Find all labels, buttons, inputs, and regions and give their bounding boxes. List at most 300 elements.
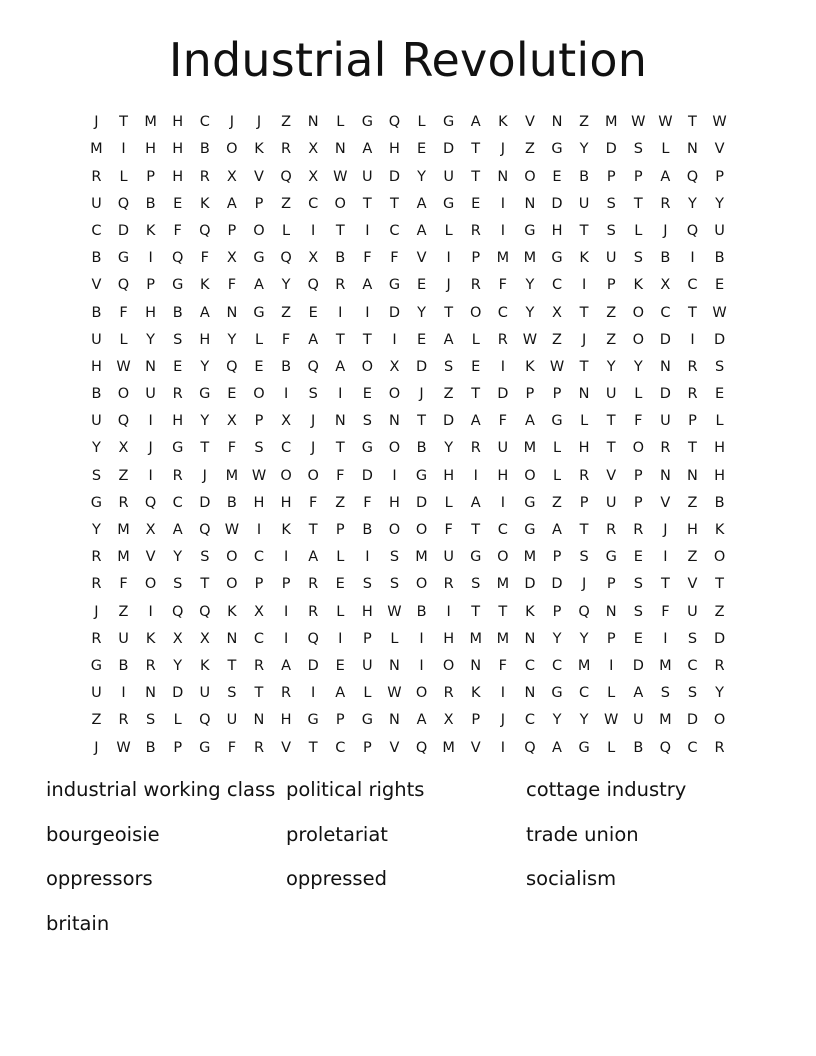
grid-cell[interactable]: J [311,440,316,457]
grid-cell[interactable]: Z [281,304,292,321]
grid-cell[interactable]: M [225,467,239,484]
grid-cell[interactable]: L [254,331,264,348]
grid-cell[interactable]: T [335,222,345,239]
grid-cell[interactable]: E [362,386,372,403]
grid-cell[interactable]: P [254,195,264,212]
grid-cell[interactable]: L [444,222,453,239]
grid-cell[interactable]: N [145,358,157,375]
grid-cell[interactable]: T [200,440,210,457]
grid-cell[interactable]: Q [659,739,672,756]
grid-cell[interactable]: G [443,195,455,212]
grid-cell[interactable]: R [687,358,698,375]
grid-cell[interactable]: V [606,467,617,484]
grid-cell[interactable]: X [172,630,183,647]
grid-cell[interactable]: S [91,467,102,484]
grid-cell[interactable]: B [281,358,292,375]
grid-cell[interactable]: I [365,222,370,239]
grid-cell[interactable]: D [605,141,617,158]
grid-cell[interactable]: W [604,712,619,729]
grid-cell[interactable]: A [660,168,671,185]
grid-cell[interactable]: K [200,277,210,294]
grid-cell[interactable]: F [634,413,643,430]
grid-cell[interactable]: X [145,522,156,539]
grid-cell[interactable]: V [524,114,535,131]
grid-cell[interactable]: K [525,603,535,620]
grid-cell[interactable]: E [633,549,643,566]
grid-cell[interactable]: N [470,657,482,674]
grid-cell[interactable]: S [471,576,481,593]
grid-cell[interactable]: R [308,576,319,593]
grid-cell[interactable]: X [308,168,319,185]
grid-cell[interactable]: F [200,250,209,267]
grid-cell[interactable]: Z [579,114,590,131]
grid-cell[interactable]: A [281,657,292,674]
grid-cell[interactable]: S [687,685,698,702]
grid-cell[interactable]: M [523,250,537,267]
grid-cell[interactable]: X [443,712,454,729]
grid-cell[interactable]: F [498,413,507,430]
grid-cell[interactable]: P [281,576,291,593]
grid-cell[interactable]: B [335,250,346,267]
grid-cell[interactable]: Q [199,222,211,239]
grid-cell[interactable]: N [497,168,509,185]
grid-cell[interactable]: Z [606,304,617,321]
grid-cell[interactable]: O [117,386,130,403]
grid-cell[interactable]: J [419,386,424,403]
grid-cell[interactable]: V [416,250,427,267]
grid-cell[interactable]: T [362,331,372,348]
grid-cell[interactable]: A [470,114,481,131]
grid-cell[interactable]: O [307,467,319,484]
grid-cell[interactable]: U [145,386,156,403]
grid-cell[interactable]: T [200,576,210,593]
grid-cell[interactable]: O [253,222,265,239]
grid-cell[interactable]: P [362,739,372,756]
grid-cell[interactable]: R [145,657,156,674]
grid-cell[interactable]: I [148,603,153,620]
grid-cell[interactable]: P [525,386,535,403]
grid-cell[interactable]: H [172,141,184,158]
grid-cell[interactable]: P [606,630,616,647]
grid-cell[interactable]: U [497,440,509,457]
grid-cell[interactable]: N [659,358,671,375]
grid-cell[interactable]: Z [524,141,535,158]
grid-cell[interactable]: T [579,522,589,539]
grid-cell[interactable]: P [254,576,264,593]
grid-cell[interactable]: E [173,195,183,212]
grid-cell[interactable]: A [416,195,427,212]
grid-cell[interactable]: H [389,494,400,511]
grid-cell[interactable]: O [361,358,374,375]
grid-cell[interactable]: T [417,413,426,430]
grid-cell[interactable]: I [500,195,505,212]
grid-cell[interactable]: U [714,222,725,239]
grid-cell[interactable]: C [253,630,265,647]
grid-cell[interactable]: R [660,195,671,212]
grid-cell[interactable]: J [500,712,505,729]
grid-cell[interactable]: G [551,141,563,158]
grid-cell[interactable]: H [714,467,726,484]
grid-cell[interactable]: V [470,739,481,756]
grid-cell[interactable]: D [551,576,563,593]
grid-cell[interactable]: Y [173,549,183,566]
grid-cell[interactable]: W [224,522,240,539]
grid-cell[interactable]: H [578,440,590,457]
grid-cell[interactable]: I [500,358,505,375]
grid-cell[interactable]: T [119,114,128,131]
grid-cell[interactable]: A [254,277,264,294]
grid-cell[interactable]: G [524,222,536,239]
grid-cell[interactable]: G [253,304,265,321]
grid-cell[interactable]: R [687,386,698,403]
grid-cell[interactable]: U [443,168,454,185]
grid-cell[interactable]: I [419,630,424,647]
grid-cell[interactable]: P [606,277,616,294]
grid-cell[interactable]: U [91,685,102,702]
grid-cell[interactable]: T [471,522,481,539]
grid-cell[interactable]: I [581,277,587,294]
grid-cell[interactable]: Y [417,168,426,185]
grid-cell[interactable]: N [687,467,698,484]
grid-cell[interactable]: V [660,494,671,511]
grid-cell[interactable]: C [687,277,698,294]
grid-cell[interactable]: J [581,331,587,348]
grid-cell[interactable]: I [663,549,668,566]
grid-cell[interactable]: J [446,277,451,294]
grid-cell[interactable]: H [389,141,400,158]
grid-cell[interactable]: G [524,522,536,539]
grid-cell[interactable]: N [389,657,400,674]
grid-cell[interactable]: O [415,576,428,593]
grid-cell[interactable]: Z [714,603,725,620]
grid-cell[interactable]: F [363,250,372,267]
grid-cell[interactable]: T [498,603,508,620]
grid-cell[interactable]: Z [687,494,698,511]
grid-cell[interactable]: M [496,250,510,267]
grid-cell[interactable]: I [121,141,126,158]
grid-cell[interactable]: L [336,603,345,620]
grid-cell[interactable]: B [226,494,237,511]
grid-cell[interactable]: X [308,141,319,158]
grid-cell[interactable]: F [390,250,399,267]
grid-cell[interactable]: V [281,739,292,756]
grid-cell[interactable]: R [199,168,210,185]
grid-cell[interactable]: F [309,494,318,511]
grid-cell[interactable]: W [549,358,565,375]
grid-cell[interactable]: C [497,304,508,321]
grid-cell[interactable]: H [172,168,184,185]
grid-cell[interactable]: C [308,195,319,212]
grid-cell[interactable]: D [388,304,401,321]
grid-cell[interactable]: I [500,494,505,511]
grid-cell[interactable]: Y [91,440,101,457]
grid-cell[interactable]: S [633,141,643,158]
grid-cell[interactable]: J [94,114,99,131]
grid-cell[interactable]: N [524,685,536,702]
grid-cell[interactable]: N [578,386,590,403]
grid-cell[interactable]: L [661,141,670,158]
grid-cell[interactable]: W [712,114,727,131]
grid-cell[interactable]: Q [307,358,319,375]
grid-cell[interactable]: J [663,522,668,539]
grid-cell[interactable]: L [607,685,616,702]
grid-cell[interactable]: Y [146,331,156,348]
grid-cell[interactable]: I [283,630,289,647]
grid-cell[interactable]: R [443,685,454,702]
grid-cell[interactable]: B [145,739,156,756]
grid-cell[interactable]: Y [552,630,562,647]
grid-cell[interactable]: J [500,141,505,158]
grid-cell[interactable]: L [363,685,372,702]
grid-cell[interactable]: G [578,739,590,756]
grid-cell[interactable]: S [633,250,643,267]
grid-cell[interactable]: Y [200,413,210,430]
grid-cell[interactable]: W [387,603,402,620]
grid-cell[interactable]: O [415,685,428,702]
grid-cell[interactable]: R [253,739,265,756]
grid-cell[interactable]: Q [280,168,292,185]
grid-cell[interactable]: Y [525,277,535,294]
grid-cell[interactable]: I [392,467,397,484]
grid-cell[interactable]: O [280,467,292,484]
grid-cell[interactable]: F [119,304,128,321]
grid-cell[interactable]: I [446,250,451,267]
grid-cell[interactable]: V [714,141,725,158]
grid-cell[interactable]: T [579,222,589,239]
grid-cell[interactable]: Q [686,168,699,185]
grid-cell[interactable]: A [308,331,319,348]
grid-cell[interactable]: U [91,331,102,348]
grid-cell[interactable]: P [715,168,724,185]
grid-cell[interactable]: W [631,114,646,131]
grid-cell[interactable]: I [500,222,505,239]
grid-cell[interactable]: B [416,603,427,620]
grid-cell[interactable]: I [446,603,451,620]
grid-cell[interactable]: A [470,494,481,511]
grid-cell[interactable]: Z [687,549,698,566]
grid-cell[interactable]: J [663,222,668,239]
grid-cell[interactable]: D [388,168,401,185]
grid-cell[interactable]: H [280,712,292,729]
grid-cell[interactable]: U [118,630,129,647]
grid-cell[interactable]: Z [91,712,102,729]
grid-cell[interactable]: Y [606,358,616,375]
grid-cell[interactable]: N [605,603,617,620]
grid-cell[interactable]: X [660,277,671,294]
grid-cell[interactable]: A [362,141,373,158]
grid-cell[interactable]: Q [388,114,401,131]
grid-cell[interactable]: K [145,630,156,647]
grid-cell[interactable]: R [118,712,129,729]
grid-cell[interactable]: Y [525,304,535,321]
grid-cell[interactable]: P [471,250,481,267]
grid-cell[interactable]: O [144,576,157,593]
grid-cell[interactable]: Z [552,494,562,511]
grid-cell[interactable]: R [281,141,292,158]
grid-cell[interactable]: H [172,413,184,430]
grid-cell[interactable]: K [200,657,210,674]
grid-cell[interactable]: Q [171,250,184,267]
grid-cell[interactable]: Z [118,603,129,620]
grid-cell[interactable]: A [633,685,644,702]
grid-cell[interactable]: O [388,522,401,539]
grid-cell[interactable]: V [145,549,156,566]
grid-cell[interactable]: B [416,440,427,457]
grid-cell[interactable]: Q [199,522,211,539]
grid-cell[interactable]: I [473,467,478,484]
grid-cell[interactable]: U [199,685,211,702]
grid-cell[interactable]: Q [415,739,428,756]
grid-cell[interactable]: R [281,685,292,702]
grid-cell[interactable]: N [524,195,536,212]
grid-cell[interactable]: D [632,657,644,674]
grid-cell[interactable]: F [173,222,182,239]
grid-cell[interactable]: W [116,358,131,375]
grid-cell[interactable]: N [226,304,238,321]
grid-cell[interactable]: S [362,413,372,430]
grid-cell[interactable]: T [335,331,345,348]
grid-cell[interactable]: X [281,413,292,430]
grid-cell[interactable]: W [522,331,538,348]
grid-cell[interactable]: R [443,576,454,593]
grid-cell[interactable]: R [172,386,183,403]
grid-cell[interactable]: O [524,168,536,185]
grid-cell[interactable]: G [524,494,536,511]
grid-cell[interactable]: M [90,141,103,158]
grid-cell[interactable]: H [714,440,726,457]
grid-cell[interactable]: Z [118,467,129,484]
grid-cell[interactable]: M [496,576,510,593]
grid-cell[interactable]: D [172,685,184,702]
grid-cell[interactable]: Z [281,195,292,212]
grid-cell[interactable]: U [578,195,590,212]
grid-cell[interactable]: B [660,250,671,267]
grid-cell[interactable]: D [443,413,455,430]
grid-cell[interactable]: B [714,250,725,267]
grid-cell[interactable]: W [116,739,131,756]
grid-cell[interactable]: F [498,657,507,674]
grid-cell[interactable]: M [496,630,510,647]
grid-cell[interactable]: Y [173,657,183,674]
grid-cell[interactable]: D [551,195,563,212]
grid-cell[interactable]: D [524,576,536,593]
grid-cell[interactable]: F [661,603,670,620]
grid-cell[interactable]: R [714,739,725,756]
grid-cell[interactable]: H [551,222,563,239]
grid-cell[interactable]: E [416,331,427,348]
grid-cell[interactable]: L [417,114,426,131]
grid-cell[interactable]: P [688,413,697,430]
grid-cell[interactable]: Y [688,195,697,212]
grid-cell[interactable]: V [687,576,698,593]
grid-cell[interactable]: B [91,304,102,321]
grid-cell[interactable]: U [605,494,617,511]
grid-cell[interactable]: D [713,331,726,348]
grid-cell[interactable]: D [117,222,130,239]
grid-cell[interactable]: F [281,331,291,348]
grid-cell[interactable]: L [119,331,128,348]
grid-cell[interactable]: K [227,603,237,620]
grid-cell[interactable]: D [686,712,699,729]
grid-cell[interactable]: D [497,386,509,403]
grid-cell[interactable]: V [389,739,400,756]
grid-cell[interactable]: Q [280,250,292,267]
grid-cell[interactable]: T [471,603,481,620]
grid-cell[interactable]: B [633,739,644,756]
grid-cell[interactable]: J [256,114,262,131]
grid-cell[interactable]: I [338,304,343,321]
grid-cell[interactable]: S [173,331,183,348]
grid-cell[interactable]: Y [444,440,454,457]
grid-cell[interactable]: U [632,712,644,729]
grid-cell[interactable]: O [415,522,428,539]
grid-cell[interactable]: S [633,576,643,593]
grid-cell[interactable]: H [199,331,211,348]
grid-cell[interactable]: G [551,250,563,267]
grid-cell[interactable]: G [90,494,103,511]
grid-cell[interactable]: I [690,331,695,348]
grid-cell[interactable]: S [606,222,616,239]
grid-cell[interactable]: J [229,114,235,131]
grid-cell[interactable]: K [254,141,264,158]
grid-cell[interactable]: D [199,494,211,511]
grid-cell[interactable]: C [524,712,535,729]
grid-cell[interactable]: E [173,358,183,375]
grid-cell[interactable]: C [389,222,400,239]
grid-cell[interactable]: M [577,657,591,674]
grid-cell[interactable]: Y [91,522,101,539]
grid-cell[interactable]: G [117,250,130,267]
grid-cell[interactable]: A [226,195,237,212]
grid-cell[interactable]: B [91,250,102,267]
grid-cell[interactable]: L [552,440,562,457]
grid-cell[interactable]: T [308,522,318,539]
grid-cell[interactable]: A [470,413,481,430]
grid-cell[interactable]: L [552,467,562,484]
grid-cell[interactable]: R [335,277,346,294]
grid-cell[interactable]: P [146,168,155,185]
grid-cell[interactable]: X [226,250,237,267]
grid-cell[interactable]: N [524,630,536,647]
grid-cell[interactable]: I [663,630,668,647]
grid-cell[interactable]: P [471,712,481,729]
grid-cell[interactable]: G [551,413,563,430]
grid-cell[interactable]: C [253,549,265,566]
grid-cell[interactable]: U [687,603,698,620]
grid-cell[interactable]: F [336,467,345,484]
grid-cell[interactable]: R [91,576,102,593]
grid-cell[interactable]: D [713,630,726,647]
grid-cell[interactable]: P [633,168,643,185]
grid-cell[interactable]: B [91,386,102,403]
grid-cell[interactable]: S [687,630,698,647]
grid-cell[interactable]: E [335,657,345,674]
grid-cell[interactable]: P [552,386,562,403]
grid-cell[interactable]: Q [144,494,157,511]
grid-cell[interactable]: I [121,685,126,702]
grid-cell[interactable]: I [148,467,153,484]
grid-cell[interactable]: G [388,277,401,294]
grid-cell[interactable]: G [253,250,265,267]
grid-cell[interactable]: Y [552,712,562,729]
grid-cell[interactable]: U [91,413,102,430]
grid-cell[interactable]: I [256,522,262,539]
grid-cell[interactable]: D [415,358,428,375]
grid-cell[interactable]: L [715,413,724,430]
grid-cell[interactable]: N [226,630,238,647]
grid-cell[interactable]: C [551,277,563,294]
grid-cell[interactable]: T [688,304,697,321]
